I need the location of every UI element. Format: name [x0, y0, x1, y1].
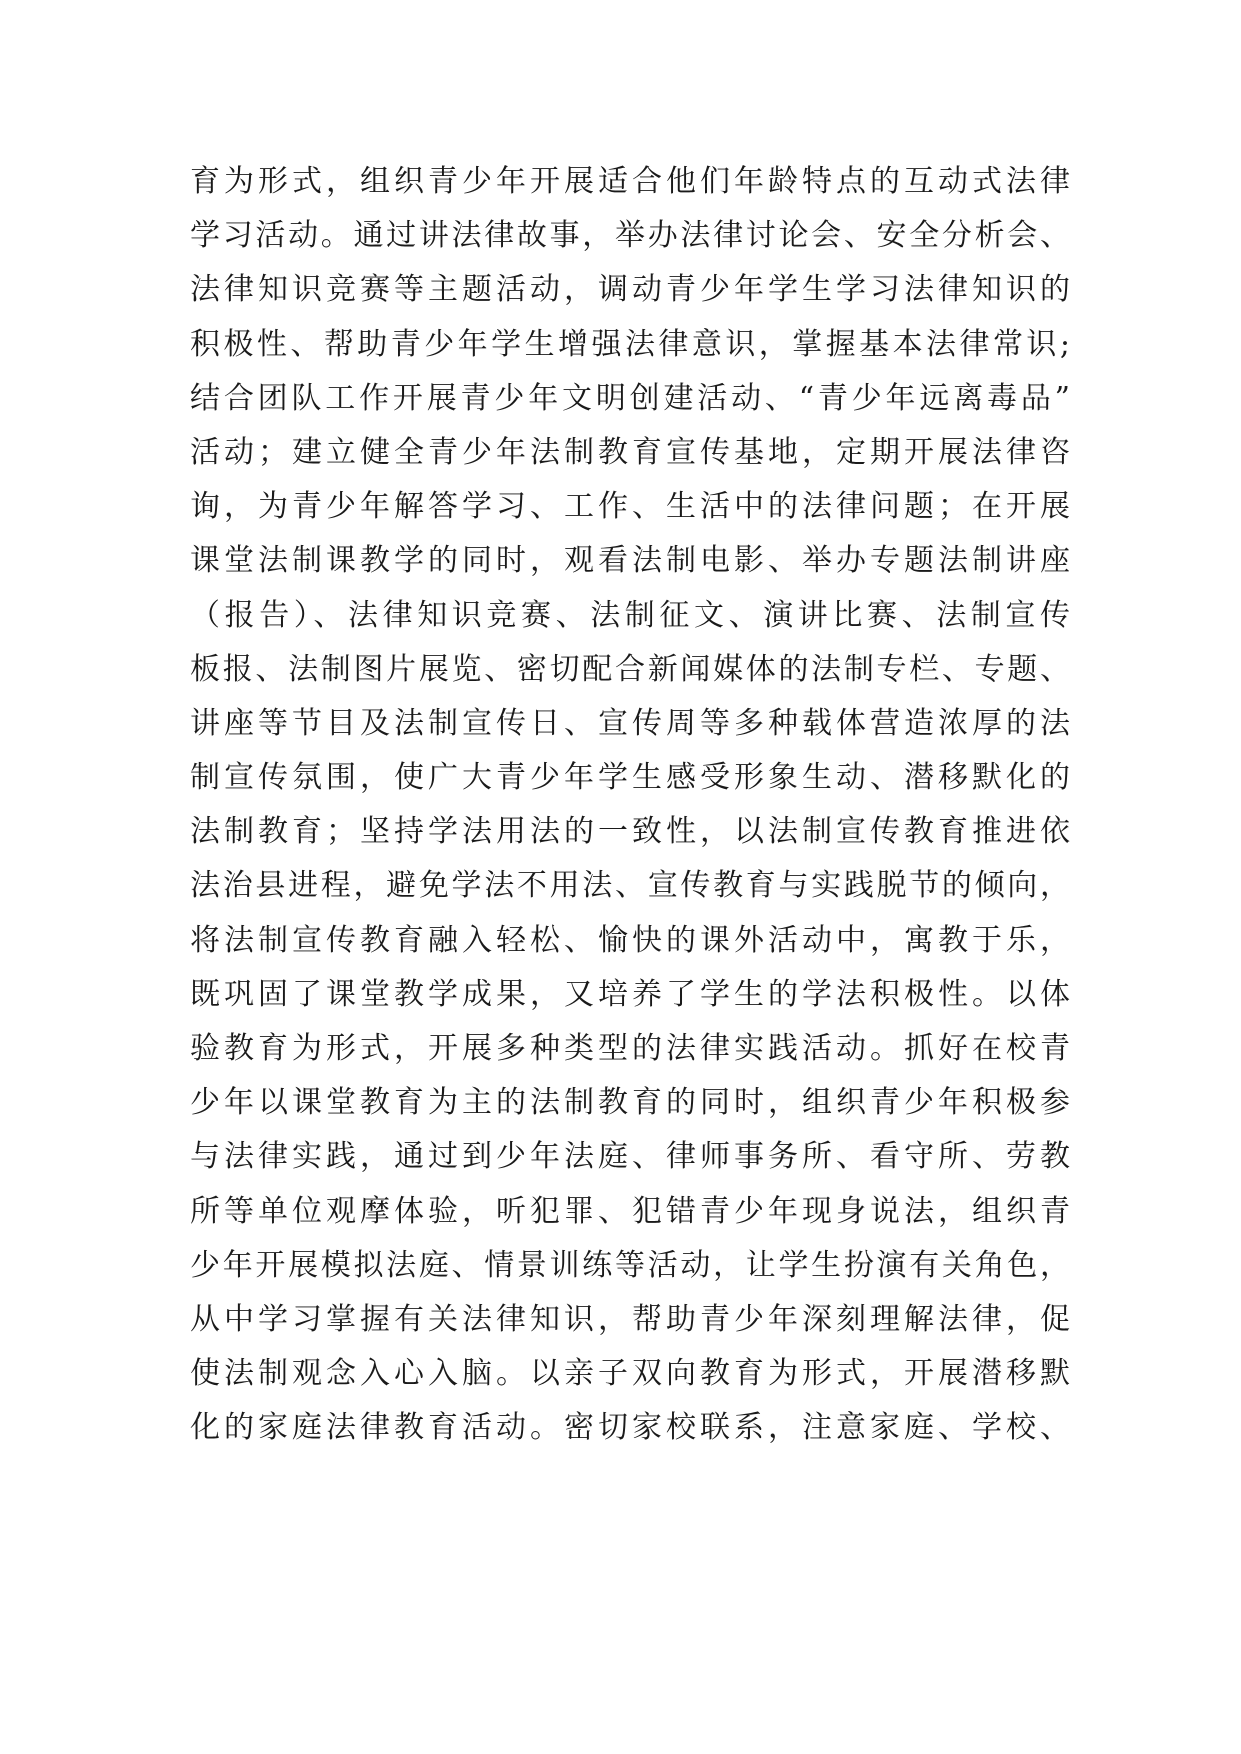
text-line: （报告）、法律知识竞赛、法制征文、演讲比赛、法制宣传 [190, 597, 1070, 633]
text-line: 育为形式，组织青少年开展适合他们年龄特点的互动式法律 [190, 164, 1070, 199]
text-line: 板报、法制图片展览、密切配合新闻媒体的法制专栏、专题、 [190, 651, 1070, 687]
text-line: 制宣传氛围，使广大青少年学生感受形象生动、潜移默化的 [190, 760, 1070, 796]
text-line: 积极性、帮助青少年学生增强法律意识，掌握基本法律常识; [190, 326, 1070, 362]
text-line: 课堂法制课教学的同时，观看法制电影、举办专题法制讲座 [190, 543, 1070, 579]
text-line: 从中学习掌握有关法律知识，帮助青少年深刻理解法律，促 [190, 1301, 1070, 1337]
text-line: 法制教育；坚持学法用法的一致性，以法制宣传教育推进依 [190, 814, 1070, 850]
text-line: 化的家庭法律教育活动。密切家校联系，注意家庭、学校、 [190, 1410, 1070, 1446]
text-line: 讲座等节目及法制宣传日、宣传周等多种载体营造浓厚的法 [190, 705, 1070, 741]
text-line: 少年以课堂教育为主的法制教育的同时，组织青少年积极参 [190, 1085, 1070, 1121]
text-line: 法律知识竞赛等主题活动，调动青少年学生学习法律知识的 [190, 272, 1070, 308]
text-line: 少年开展模拟法庭、情景训练等活动，让学生扮演有关角色， [190, 1247, 1070, 1283]
text-line: 学习活动。通过讲法律故事，举办法律讨论会、安全分析会、 [190, 218, 1070, 254]
text-line: 使法制观念入心入脑。以亲子双向教育为形式，开展潜移默 [190, 1356, 1070, 1392]
text-line: 所等单位观摩体验，听犯罪、犯错青少年现身说法，组织青 [190, 1193, 1070, 1229]
text-line: 验教育为形式，开展多种类型的法律实践活动。抓好在校青 [190, 1031, 1070, 1066]
text-line: 既巩固了课堂教学成果，又培养了学生的学法积极性。以体 [190, 976, 1070, 1012]
text-line: 与法律实践，通过到少年法庭、律师事务所、看守所、劳教 [190, 1139, 1070, 1175]
text-line: 询，为青少年解答学习、工作、生活中的法律问题；在开展 [190, 489, 1070, 525]
body-text [190, 155, 1070, 1456]
text-line: 法治县进程，避免学法不用法、宣传教育与实践脱节的倾向， [190, 868, 1070, 904]
text-line: 活动；建立健全青少年法制教育宣传基地，定期开展法律咨 [190, 434, 1070, 470]
text-line: 将法制宣传教育融入轻松、愉快的课外活动中，寓教于乐， [190, 922, 1070, 958]
text-line: 结合团队工作开展青少年文明创建活动、“青少年远离毒品” [190, 380, 1070, 416]
